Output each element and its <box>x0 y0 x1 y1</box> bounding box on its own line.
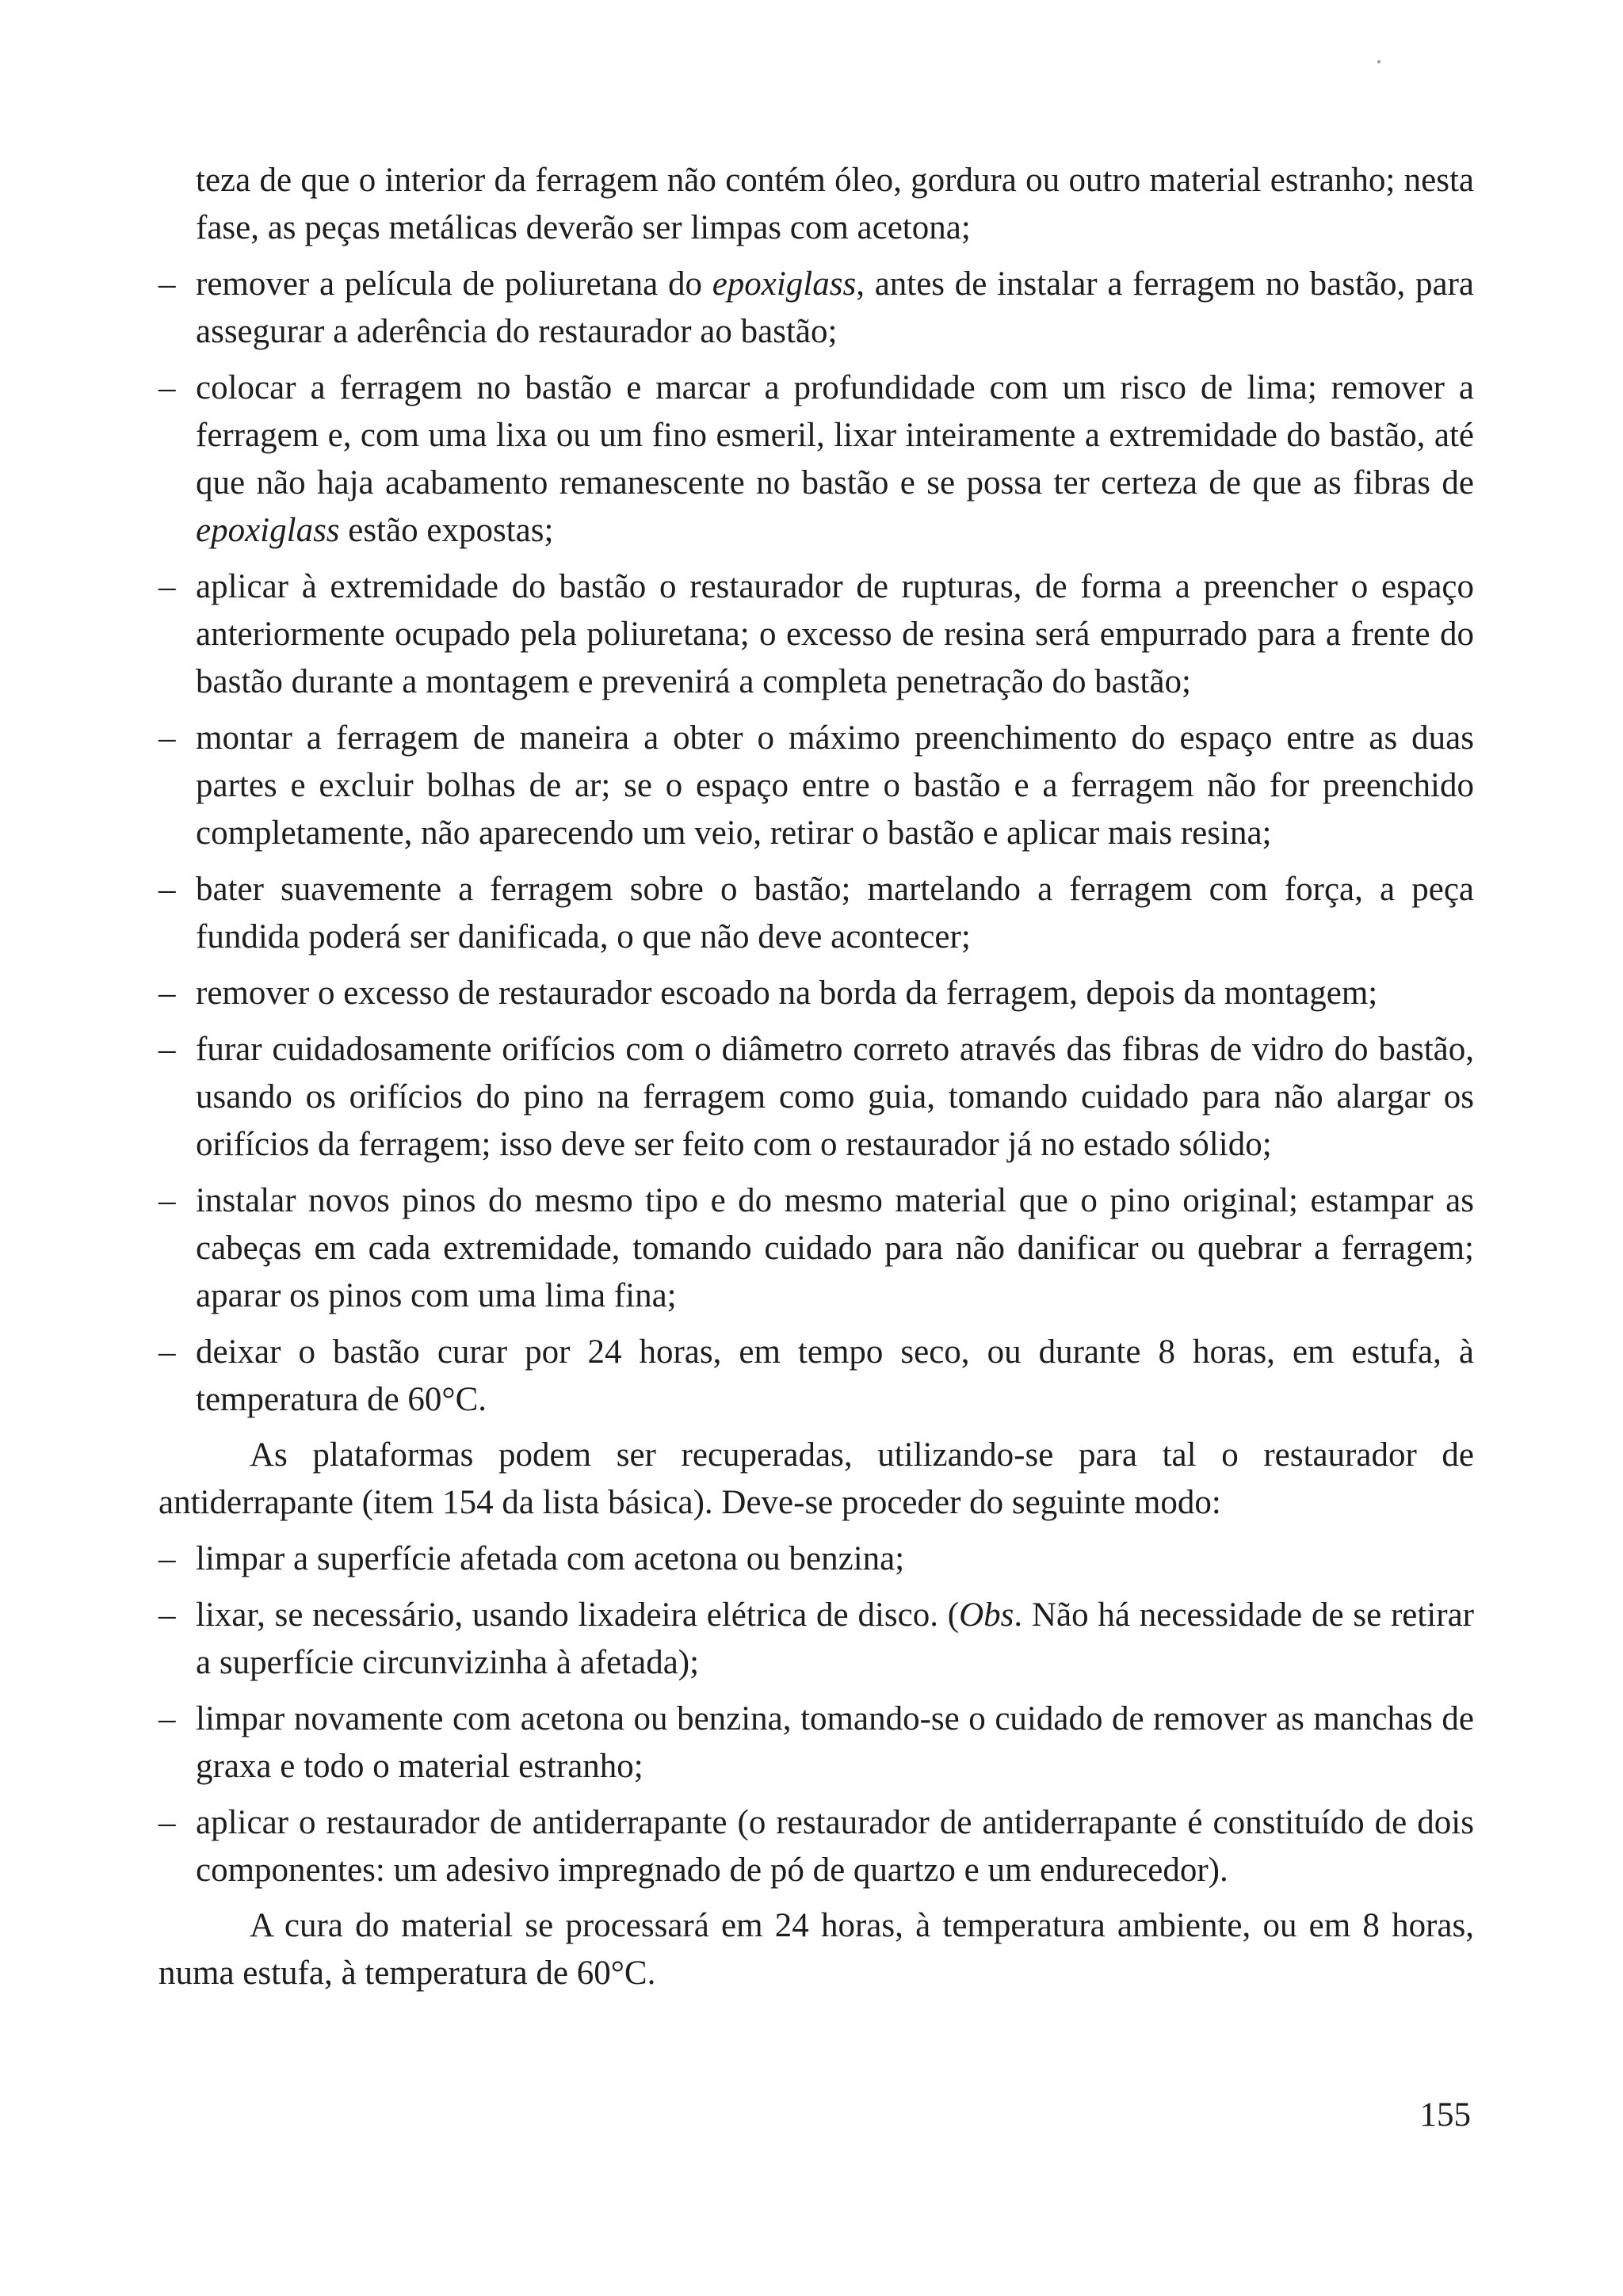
list-dash: – <box>158 1596 176 1634</box>
body-text <box>158 157 1474 1997</box>
item-text: deixar o bastão curar por 24 horas, em tempo seco, ou durante 8 horas, em estufa, à temperatura de 60°C. <box>196 1333 1474 1418</box>
list-item <box>158 715 1474 857</box>
scan-speck <box>1377 60 1381 63</box>
list-dash: – <box>158 568 176 605</box>
item-text: montar a ferragem de maneira a obter o máximo preenchimento do espaço entre as duas partes e excluir bolhas de ar; se o espaço entre o bastão e a ferragem não for preenchido completamente, não aparecendo um veio, retirar o bastão e aplicar mais resina; <box>196 719 1474 852</box>
list-item <box>158 970 1474 1017</box>
list-dash: – <box>158 1700 176 1737</box>
list-dash: – <box>158 974 176 1012</box>
list-item <box>158 1329 1474 1424</box>
item-text: bater suavemente a ferragem sobre o bastão; martelando a ferragem com força, a peça fundida poderá ser danificada, o que não deve acontecer; <box>196 871 1474 955</box>
procedure-list-1 <box>158 261 1474 1424</box>
procedure-list-2 <box>158 1535 1474 1894</box>
list-dash: – <box>158 871 176 908</box>
platforms-paragraph: As plataformas podem ser recuperadas, utilizando-se para tal o restaurador de antiderrapante (item 154 da lista básica). Deve-se proceder do seguinte modo: <box>158 1436 1474 1521</box>
item-italic-term: epoxiglass <box>196 512 340 549</box>
list-dash: – <box>158 1540 176 1577</box>
item-text: remover a película de poliuretana do <box>196 265 712 303</box>
item-text: aplicar à extremidade do bastão o restaurador de rupturas, de forma a preencher o espaço anteriormente ocupado pela poliuretana; o excesso de resina será empurrado para a frente do bastão durante a montagem e prevenirá a completa penetração do bastão; <box>196 568 1474 700</box>
item-text: limpar novamente com acetona ou benzina, tomando-se o cuidado de remover as manchas de graxa e todo o material estranho; <box>196 1700 1474 1785</box>
item-text-after: , antes de instalar a ferragem no bastão, para assegurar a aderência do restaurador ao bastão; <box>196 265 1474 350</box>
list-item <box>158 1177 1474 1320</box>
list-dash: – <box>158 1031 176 1068</box>
list-item <box>158 1592 1474 1687</box>
page-number: 155 <box>1419 2096 1471 2134</box>
item-italic-term: Obs <box>959 1596 1014 1634</box>
item-text-after: . Não há necessidade de se retirar a superfície circunvizinha à afetada); <box>196 1596 1474 1681</box>
item-text: remover o excesso de restaurador escoado na borda da ferragem, depois da montagem; <box>196 974 1378 1012</box>
item-italic-term: epoxiglass <box>712 265 857 303</box>
list-item <box>158 1535 1474 1583</box>
list-dash: – <box>158 1804 176 1841</box>
opening-paragraph: teza de que o interior da ferragem não contém óleo, gordura ou outro material estranho; nesta fase, as peças metálicas deverão ser limpas com acetona; <box>196 162 1474 246</box>
list-item <box>158 563 1474 706</box>
list-dash: – <box>158 1182 176 1219</box>
list-item <box>158 261 1474 356</box>
list-dash: – <box>158 1333 176 1371</box>
item-text: limpar a superfície afetada com acetona ou benzina; <box>196 1540 905 1577</box>
item-text: colocar a ferragem no bastão e marcar a profundidade com um risco de lima; remover a ferragem e, com uma lixa ou um fino esmeril, lixar inteiramente a extremidade do bastão, até que não haja acabamento remanescente no bastão e se possa ter certeza de que as fibras de <box>196 369 1474 502</box>
list-dash: – <box>158 369 176 406</box>
list-item <box>158 1799 1474 1894</box>
item-text: aplicar o restaurador de antiderrapante (o restaurador de antiderrapante é constituído de dois componentes: um adesivo impregnado de pó de quartzo e um endurecedor). <box>196 1804 1474 1889</box>
item-text: furar cuidadosamente orifícios com o diâmetro correto através das fibras de vidro do bastão, usando os orifícios do pino na ferragem como guia, tomando cuidado para não alargar os orifícios da ferragem; isso deve ser feito com o restaurador já no estado sólido; <box>196 1031 1474 1163</box>
item-text: instalar novos pinos do mesmo tipo e do mesmo material que o pino original; estampar as cabeças em cada extremidade, tomando cuidado para não danificar ou quebrar a ferragem; aparar os pinos com uma lima fina; <box>196 1182 1474 1314</box>
list-dash: – <box>158 719 176 757</box>
list-item <box>158 364 1474 555</box>
item-text-after: estão expostas; <box>339 512 554 549</box>
item-text: lixar, se necessário, usando lixadeira elétrica de disco. ( <box>196 1596 960 1634</box>
cure-paragraph: A cura do material se processará em 24 horas, à temperatura ambiente, ou em 8 horas, numa estufa, à temperatura de 60°C. <box>158 1907 1474 1992</box>
list-item <box>158 1026 1474 1169</box>
list-item <box>158 866 1474 961</box>
list-item <box>158 1695 1474 1791</box>
list-dash: – <box>158 265 176 303</box>
